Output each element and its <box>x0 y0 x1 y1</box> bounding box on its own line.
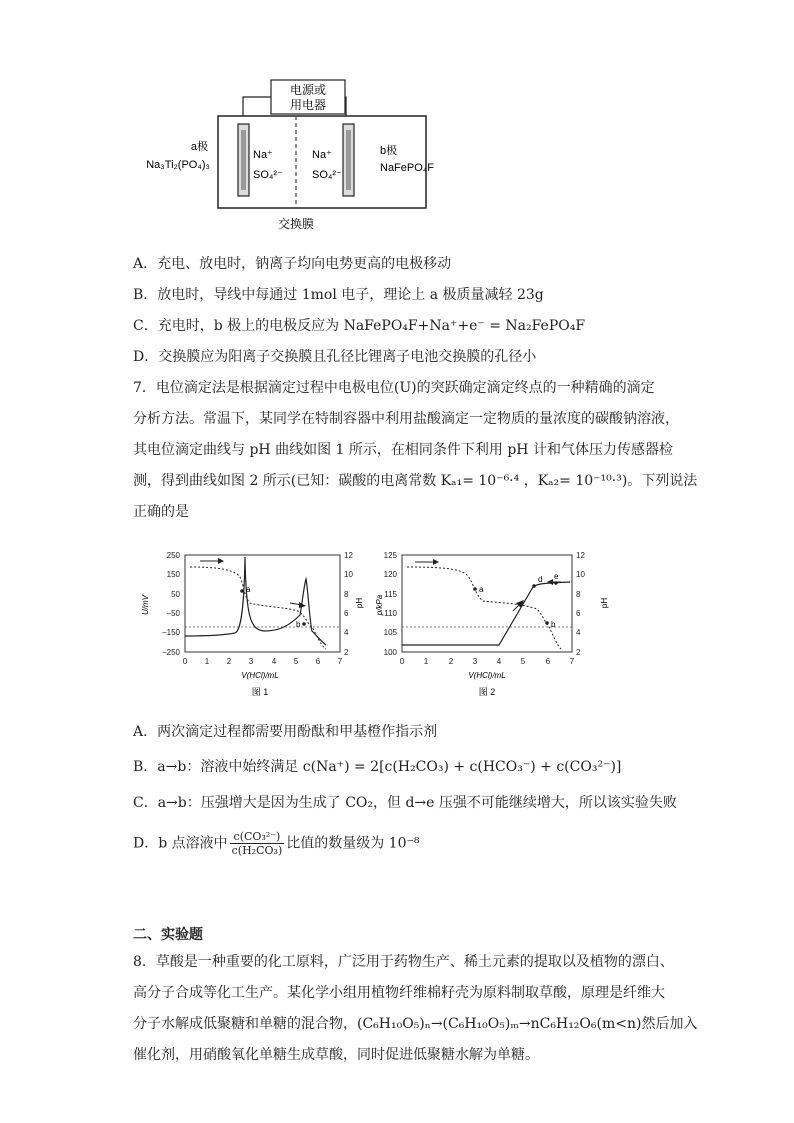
q7-stem-3: 其电位滴定曲线与 pH 曲线如图 1 所示，在相同条件下利用 pH 计和气体压力传感器检 <box>133 442 673 458</box>
fig2-ytick: 115 <box>384 590 397 599</box>
right-ion-2: SO₄²⁻ <box>312 169 342 181</box>
fig1-y2tick: 6 <box>344 609 349 618</box>
fig2-xtick: 6 <box>545 657 551 666</box>
fig2-point-a: a <box>479 585 484 594</box>
fig1-ytick: −150 <box>161 628 180 637</box>
q6-option-d: D．交换膜应为阳离子交换膜且孔径比锂离子电池交换膜的孔径小 <box>133 349 537 365</box>
fig2-xtick: 1 <box>423 657 429 666</box>
fig1-ytick: 150 <box>166 570 180 579</box>
fig1-xlabel: V(HCl)/mL <box>241 671 279 680</box>
fig1-xtick: 3 <box>248 657 254 666</box>
q7-option-d-pre: D．b 点溶液中 <box>133 835 228 852</box>
fraction-numerator: c(CO₃²⁻) <box>230 830 285 844</box>
fig1-ytick: 50 <box>171 590 180 599</box>
q8-line-2: 高分子合成等化工生产。某化学小组用植物纤维棉籽壳为原料制取草酸，原理是纤维大 <box>133 985 665 1001</box>
fig2-y2tick: 4 <box>576 628 581 637</box>
fig1-ytick: −50 <box>166 609 180 618</box>
q7-stem-2: 分析方法。常温下，某同学在特制容器中利用盐酸滴定一定物质的量浓度的碳酸钠溶液， <box>133 411 679 427</box>
fig2-ytick: 125 <box>383 551 397 560</box>
membrane-label: 交换膜 <box>277 217 315 231</box>
fig1-caption: 图 1 <box>251 687 269 697</box>
fig2-y2tick: 10 <box>576 570 585 579</box>
a-label-1: a极 <box>190 141 208 153</box>
figure-1 <box>140 545 365 705</box>
q7-option-b: B．a→b：溶液中始终满足 c(Na⁺) = 2[c(H₂CO₃) + c(HCO₃⁻) + c(CO₃²⁻)] <box>133 759 622 775</box>
q6-option-c: C．充电时，b 极上的电极反应为 NaFePO₄F+Na⁺+e⁻ = Na₂FePO₄F <box>133 318 586 334</box>
fig1-y2tick: 4 <box>344 628 349 637</box>
fig2-y2tick: 6 <box>576 609 581 618</box>
fig2-caption: 图 2 <box>478 687 496 697</box>
fig1-point-b: b <box>296 620 301 629</box>
left-ion-1: Na⁺ <box>253 149 273 161</box>
q7-option-a: A．两次滴定过程都需要用酚酞和甲基橙作指示剂 <box>133 724 438 740</box>
fig1-xtick: 2 <box>226 657 232 666</box>
q7-stem-5: 正确的是 <box>133 504 189 520</box>
fig1-y2tick: 2 <box>344 648 349 657</box>
fig1-y2tick: 8 <box>344 590 349 599</box>
fig1-ylabel: U/mV <box>141 595 150 615</box>
section-title: 二、实验题 <box>133 927 203 943</box>
fig2-point-b: b <box>551 620 556 629</box>
fig2-y2tick: 12 <box>576 551 585 560</box>
q6-option-a: A．充电、放电时，钠离子均向电势更高的电极移动 <box>133 256 452 272</box>
fig1-point-a: a <box>246 585 251 594</box>
fig2-ytick: 105 <box>383 628 397 637</box>
q8-line-1: 8．草酸是一种重要的化工原料，广泛用于药物生产、稀土元素的提取以及植物的漂白、 <box>133 954 674 970</box>
fig2-xtick: 3 <box>472 657 478 666</box>
q8-line-4: 催化剂，用硝酸氧化单糖生成草酸，同时促进低聚糖水解为单糖。 <box>133 1047 539 1063</box>
fig1-y2label: pH <box>355 597 364 609</box>
right-ion-1: Na⁺ <box>312 149 332 161</box>
q7-stem-4: 测，得到曲线如图 2 所示(已知：碳酸的电离常数 Kₐ₁= 10⁻⁶·⁴ ，Kₐ₂= 10⁻¹⁰·³)。下列说法 <box>133 473 698 489</box>
fraction <box>230 830 285 857</box>
fig1-xtick: 1 <box>204 657 210 666</box>
b-label-1: b极 <box>380 145 398 157</box>
q6-option-b: B．放电时，导线中每通过 1mol 电子，理论上 a 极质量减轻 23g <box>133 287 544 303</box>
fig1-xtick: 4 <box>271 657 277 666</box>
fig2-xlabel: V(HCl)/mL <box>468 671 506 680</box>
q7-option-c: C．a→b：压强增大是因为生成了 CO₂，但 d→e 压强不可能继续增大，所以该实验失败 <box>133 795 677 811</box>
fig1-xtick: 6 <box>315 657 321 666</box>
fraction-denominator: c(H₂CO₃) <box>231 844 283 857</box>
fig1-ytick: 250 <box>166 551 180 560</box>
fig2-xtick: 4 <box>496 657 502 666</box>
fig1-xtick: 0 <box>182 657 188 666</box>
fig2-xtick: 2 <box>448 657 454 666</box>
box-label-2: 用电器 <box>289 98 327 112</box>
q7-stem-1: 7．电位滴定法是根据滴定过程中电极电位(U)的突跃确定滴定终点的一种精确的滴定 <box>133 380 655 396</box>
fig1-y2tick: 10 <box>344 570 353 579</box>
box-label-1: 电源或 <box>289 83 327 97</box>
fig2-y2tick: 8 <box>576 590 581 599</box>
fig2-xtick: 0 <box>399 657 405 666</box>
fig2-y2tick: 2 <box>576 648 581 657</box>
q7-option-d-post: 比值的数量级为 10⁻⁸ <box>286 835 420 852</box>
fig2-y2label: pH <box>600 597 609 609</box>
figure-2 <box>375 545 615 705</box>
fig2-ylabel: p/kPa <box>375 594 384 616</box>
left-ion-2: SO₄²⁻ <box>253 169 283 181</box>
a-label-2: Na₃Ti₂(PO₄)₃ <box>146 159 210 171</box>
q8-line-3: 分子水解成低聚糖和单糖的混合物，(C₆H₁₀O₅)ₙ→(C₆H₁₀O₅)ₘ→nC₆H₁₂O₆(m<n)然后加入 <box>133 1016 698 1032</box>
q7-option-d <box>133 830 420 857</box>
fig2-xtick: 5 <box>520 657 526 666</box>
fig1-y2tick: 12 <box>344 551 353 560</box>
b-label-2: NaFePO₄F <box>380 162 435 174</box>
fig2-ytick: 110 <box>384 609 397 618</box>
fig2-point-d: d <box>538 575 543 584</box>
fig1-ytick: −250 <box>161 648 180 657</box>
fig1-xtick: 7 <box>337 657 343 666</box>
cell-diagram <box>140 70 450 240</box>
fig1-xtick: 5 <box>293 657 299 666</box>
fig2-ytick: 120 <box>383 570 397 579</box>
fig2-xtick: 7 <box>569 657 575 666</box>
fig2-ytick: 100 <box>383 648 397 657</box>
fig2-point-e: e <box>554 572 559 581</box>
